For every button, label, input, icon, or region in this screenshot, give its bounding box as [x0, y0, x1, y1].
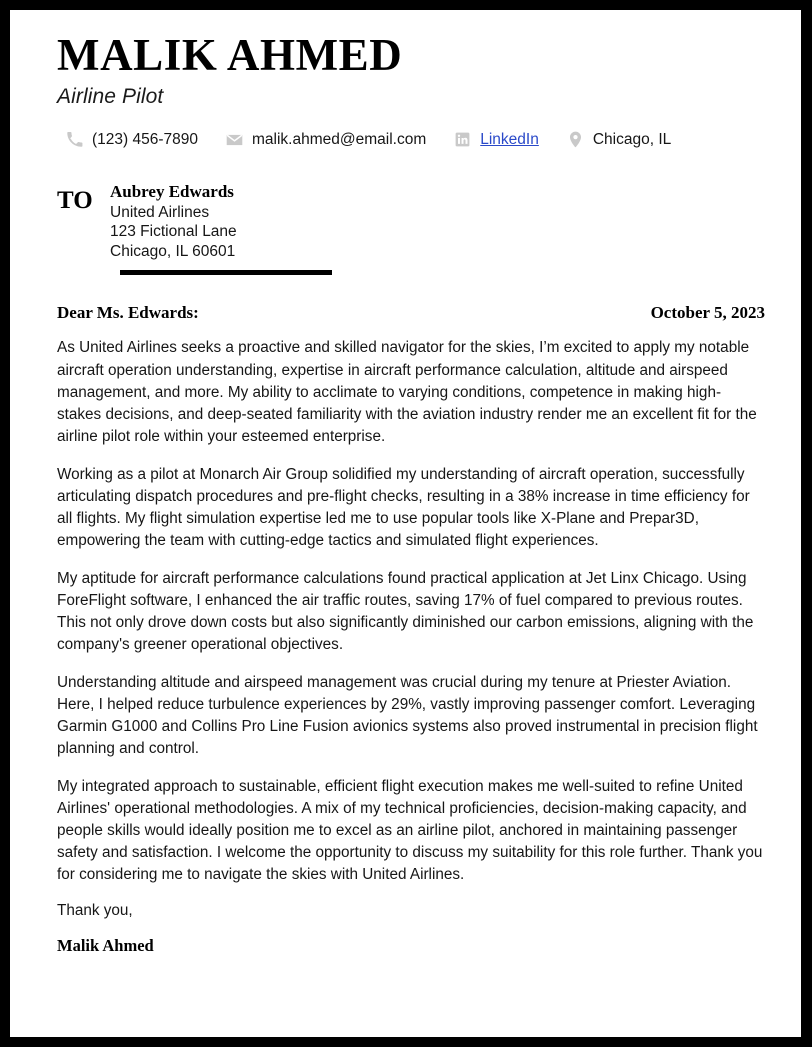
cover-letter-page — [10, 10, 801, 1037]
phone-value: (123) 456-7890 — [92, 131, 198, 148]
linkedin-icon — [454, 131, 471, 148]
contact-bar — [57, 131, 765, 148]
letter-closing: Thank you, — [57, 901, 133, 919]
salutation-row — [57, 303, 765, 323]
recipient-name: Aubrey Edwards — [110, 182, 234, 202]
phone-icon — [66, 131, 83, 148]
recipient-address — [110, 182, 765, 261]
letter-date: October 5, 2023 — [650, 303, 765, 323]
letter-paragraph: Working as a pilot at Monarch Air Group solidified my understanding of aircraft operation, successfully articulating dispatch procedures and pre-flight checks, resulting in a 38% increase in time efficiency for all flights. My flight simulation expertise led me to use popular tools like X-Plane and Prepar3D, empowering the team with cutting-edge tactics and simulated flight experiences. — [57, 465, 750, 549]
location-value: Chicago, IL — [592, 131, 672, 148]
letter-signature: Malik Ahmed — [57, 935, 154, 955]
contact-linkedin[interactable] — [454, 131, 539, 148]
envelope-icon — [226, 131, 243, 148]
applicant-name: MALIK AHMED — [57, 30, 403, 80]
letter-paragraph: My aptitude for aircraft performance calculations found practical application at Jet Linx Chicago. Using ForeFlight software, I enhanced the air traffic routes, saving 17% of fuel compared to previous routes. This not only drove down costs but also significantly diminished our carbon emissions, aligning with the company's greener operational objectives. — [57, 569, 754, 653]
recipient-city-state-zip: Chicago, IL 60601 — [110, 242, 236, 260]
contact-email — [226, 131, 426, 148]
letter-body — [57, 337, 765, 885]
contact-location — [567, 131, 671, 148]
recipient-block — [57, 182, 765, 261]
map-pin-icon — [567, 131, 584, 148]
letter-paragraph: My integrated approach to sustainable, efficient flight execution makes me well-suited to refine United Airlines' operational methodologies. A mix of my technical proficiencies, decision-making capacity, and people skills would ideally position me to excel as an airline pilot, anchored in maintaining passenger safety and satisfaction. I welcome the opportunity to discuss my suitability for this role further. Thank you for considering me to navigate the skies with United Airlines. — [57, 777, 763, 883]
salutation: Dear Ms. Edwards: — [57, 303, 199, 323]
to-label: TO — [57, 187, 93, 215]
letter-paragraph: As United Airlines seeks a proactive and skilled navigator for the skies, I’m excited to apply my notable aircraft operation understanding, expertise in aircraft performance calculation, altitude and airspeed management, and more. My ability to acclimate to varying conditions, competence in making high-stakes decisions, and deep-seated familiarity with the aviation industry render me an excellent fit for the airline pilot role within your esteemed enterprise. — [57, 339, 757, 445]
letter-header — [57, 10, 765, 109]
linkedin-link[interactable]: LinkedIn — [480, 131, 539, 148]
recipient-street: 123 Fictional Lane — [110, 223, 237, 241]
letter-paragraph: Understanding altitude and airspeed management was crucial during my tenure at Priester Aviation. Here, I helped reduce turbulence experiences by 29%, vastly improving passenger comfort. Leveraging Garmin G1000 and Collins Pro Line Fusion avionics systems also proved instrumental in precision flight planning and control. — [57, 673, 758, 757]
recipient-company: United Airlines — [110, 203, 210, 221]
applicant-job-title: Airline Pilot — [57, 85, 164, 109]
contact-phone — [66, 131, 198, 148]
recipient-divider — [120, 270, 332, 275]
email-value: malik.ahmed@email.com — [252, 131, 427, 148]
